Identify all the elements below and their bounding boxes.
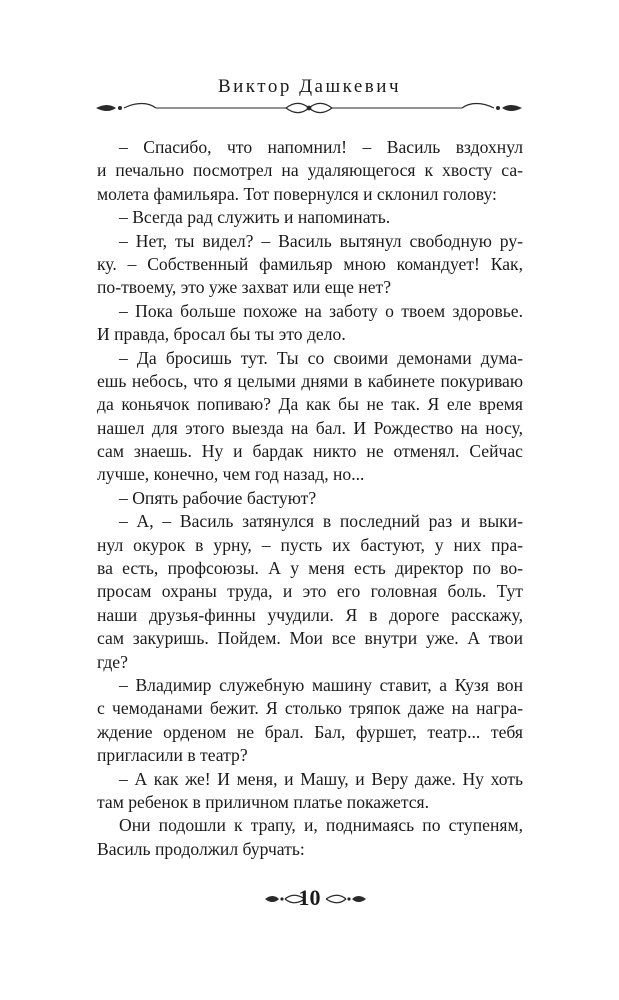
text-line: нул окурок в урну, – пусть их бастуют, у них пра- [97, 534, 523, 555]
text-line: – Владимир служебную машину ставит, а Кузя вон [119, 674, 523, 695]
text-line: ждение орденом не брал. Бал, фуршет, театр... тебя [97, 721, 523, 742]
text-line: – Да бросишь тут. Ты со своими демонами дума- [119, 347, 523, 368]
text-line: ва есть, профсоюзы. А у меня есть директор по во- [97, 558, 523, 579]
text-line: Они подошли к трапу, и, поднимаясь по ступеням, [119, 815, 523, 836]
running-header [0, 76, 619, 98]
text-line: – А, – Василь затянулся в последний раз и выки- [119, 511, 523, 532]
text-line: нашел для этого выезда на бал. И Рождество на носу, [97, 417, 523, 438]
text-line: сам знаешь. Ну и бардак никто не отменял. Сейчас [97, 441, 523, 462]
text-line: И правда, бросал бы ты это дело. [97, 324, 346, 345]
text-line: – Нет, ты видел? – Василь вытянул свободную ру- [119, 230, 523, 251]
text-line: – А как же! И меня, и Машу, и Веру даже. Ну хоть [119, 768, 523, 789]
text-line: – Пока больше похоже на заботу о твоем здоровье. [119, 300, 523, 321]
body-text [97, 136, 523, 861]
text-line: там ребенок в приличном платье покажется. [97, 791, 430, 812]
text-line: Василь продолжил бурчать: [97, 838, 305, 859]
footer-ornament-right [326, 892, 366, 906]
text-line: ешь небось, что я целыми днями в кабинете покуриваю [97, 370, 523, 391]
header-ornament-rule [96, 96, 522, 120]
text-line: пригласили в театр? [97, 745, 248, 766]
page-number: 10 [298, 885, 321, 910]
text-line: и печально посмотрел на удаляющегося к хвосту са- [97, 160, 523, 181]
text-line: – Всегда рад служить и напоминать. [119, 207, 391, 228]
page-footer [0, 884, 619, 914]
text-line: просам охраны труда, и это его головная боль. Тут [97, 581, 523, 602]
text-line: сам закуришь. Пойдем. Мои все внутри уже. А твои [97, 628, 523, 649]
text-line: лучше, конечно, чем год назад, но... [97, 464, 365, 485]
text-line: с чемоданами бежит. Я столько тряпок даже на награ- [97, 698, 523, 719]
text-line: ку. – Собственный фамильяр мною командует! Как, [97, 253, 523, 274]
text-line: да коньячок попиваю? Да как бы не так. Я еле время [97, 394, 523, 415]
text-line: – Спасибо, что напомнил! – Василь вздохнул [119, 137, 523, 157]
text-line: наши друзья-финны учудили. Я в дороге расскажу, [97, 604, 523, 625]
text-line: по-твоему, это уже захват или еще нет? [97, 277, 391, 298]
text-line: где? [97, 651, 128, 672]
text-line: – Опять рабочие бастуют? [119, 487, 317, 508]
author-name: Виктор Дашкевич [217, 76, 402, 97]
text-line: молета фамильяра. Тот повернулся и склонил голову: [97, 183, 497, 204]
